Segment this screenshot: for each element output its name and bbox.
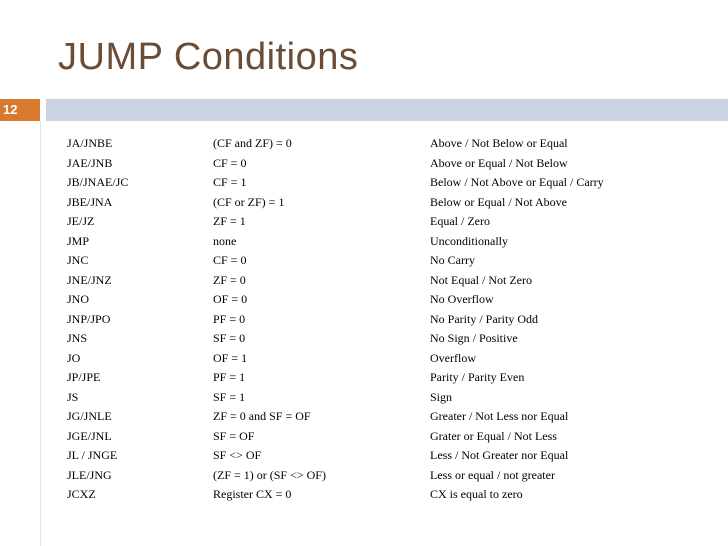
table-row — [67, 368, 667, 388]
instruction-cell: JO — [67, 350, 81, 365]
table-row — [67, 212, 667, 232]
instruction-cell: JNP/JPO — [67, 311, 111, 326]
condition-cell: OF = 1 — [213, 350, 248, 365]
instruction-cell: JNS — [67, 331, 88, 346]
table-row — [67, 310, 667, 330]
table-row — [67, 485, 667, 505]
condition-cell: none — [213, 233, 237, 248]
description-cell: No Overflow — [430, 292, 494, 307]
table-row — [67, 251, 667, 271]
description-cell: Above / Not Below or Equal — [430, 136, 568, 151]
condition-cell: ZF = 1 — [213, 214, 246, 229]
jump-conditions-table — [67, 134, 667, 505]
instruction-cell: JLE/JNG — [67, 467, 112, 482]
table-row — [67, 407, 667, 427]
slide-title: JUMP Conditions — [58, 36, 359, 78]
instruction-cell: JNO — [67, 292, 90, 307]
table-row — [67, 193, 667, 213]
condition-cell: (CF and ZF) = 0 — [213, 136, 292, 151]
description-cell: Less / Not Greater nor Equal — [430, 448, 569, 463]
description-cell: No Carry — [430, 253, 475, 268]
instruction-cell: JP/JPE — [67, 370, 101, 385]
description-cell: Grater or Equal / Not Less — [430, 428, 557, 443]
table-row — [67, 173, 667, 193]
instruction-cell: JNC — [67, 253, 89, 268]
description-cell: Equal / Zero — [430, 214, 490, 229]
instruction-cell: JA/JNBE — [67, 136, 113, 151]
instruction-cell: JB/JNAE/JC — [67, 175, 129, 190]
instruction-cell: JL / JNGE — [67, 448, 118, 463]
description-cell: Below or Equal / Not Above — [430, 194, 567, 209]
condition-cell: Register CX = 0 — [213, 487, 292, 502]
description-cell: Overflow — [430, 350, 476, 365]
description-cell: No Parity / Parity Odd — [430, 311, 538, 326]
table-row — [67, 466, 667, 486]
condition-cell: OF = 0 — [213, 292, 248, 307]
condition-cell: CF = 0 — [213, 253, 247, 268]
instruction-cell: JCXZ — [67, 487, 96, 502]
table-row — [67, 134, 667, 154]
instruction-cell: JMP — [67, 233, 90, 248]
description-cell: Parity / Parity Even — [430, 370, 525, 385]
condition-cell: CF = 1 — [213, 175, 247, 190]
table-row — [67, 232, 667, 252]
condition-cell: CF = 0 — [213, 155, 247, 170]
table-row — [67, 349, 667, 369]
condition-cell: SF <> OF — [213, 448, 262, 463]
table-row — [67, 329, 667, 349]
condition-cell: ZF = 0 — [213, 272, 246, 287]
table-row — [67, 446, 667, 466]
table-row — [67, 427, 667, 447]
header-accent-bar — [46, 99, 728, 121]
condition-cell: (ZF = 1) or (SF <> OF) — [213, 467, 326, 482]
condition-cell: SF = 1 — [213, 389, 246, 404]
slide-number-badge: 12 — [0, 99, 40, 121]
condition-cell: ZF = 0 and SF = OF — [213, 409, 311, 424]
condition-cell: PF = 1 — [213, 370, 246, 385]
table-row — [67, 388, 667, 408]
description-cell: Above or Equal / Not Below — [430, 155, 568, 170]
description-cell: Unconditionally — [430, 233, 508, 248]
condition-cell: SF = OF — [213, 428, 255, 443]
instruction-cell: JNE/JNZ — [67, 272, 112, 287]
instruction-cell: JG/JNLE — [67, 409, 112, 424]
table-row — [67, 271, 667, 291]
description-cell: Sign — [430, 389, 453, 404]
instruction-cell: JS — [67, 389, 79, 404]
description-cell: Below / Not Above or Equal / Carry — [430, 175, 604, 190]
table-row — [67, 154, 667, 174]
instruction-cell: JGE/JNL — [67, 428, 112, 443]
instruction-cell: JAE/JNB — [67, 155, 113, 170]
description-cell: CX is equal to zero — [430, 487, 523, 502]
description-cell: Greater / Not Less nor Equal — [430, 409, 569, 424]
instruction-cell: JE/JZ — [67, 214, 95, 229]
table-row — [67, 290, 667, 310]
left-divider-line — [40, 121, 41, 546]
description-cell: Not Equal / Not Zero — [430, 272, 532, 287]
condition-cell: (CF or ZF) = 1 — [213, 194, 285, 209]
description-cell: Less or equal / not greater — [430, 467, 555, 482]
description-cell: No Sign / Positive — [430, 331, 518, 346]
condition-cell: PF = 0 — [213, 311, 246, 326]
instruction-cell: JBE/JNA — [67, 194, 113, 209]
condition-cell: SF = 0 — [213, 331, 246, 346]
